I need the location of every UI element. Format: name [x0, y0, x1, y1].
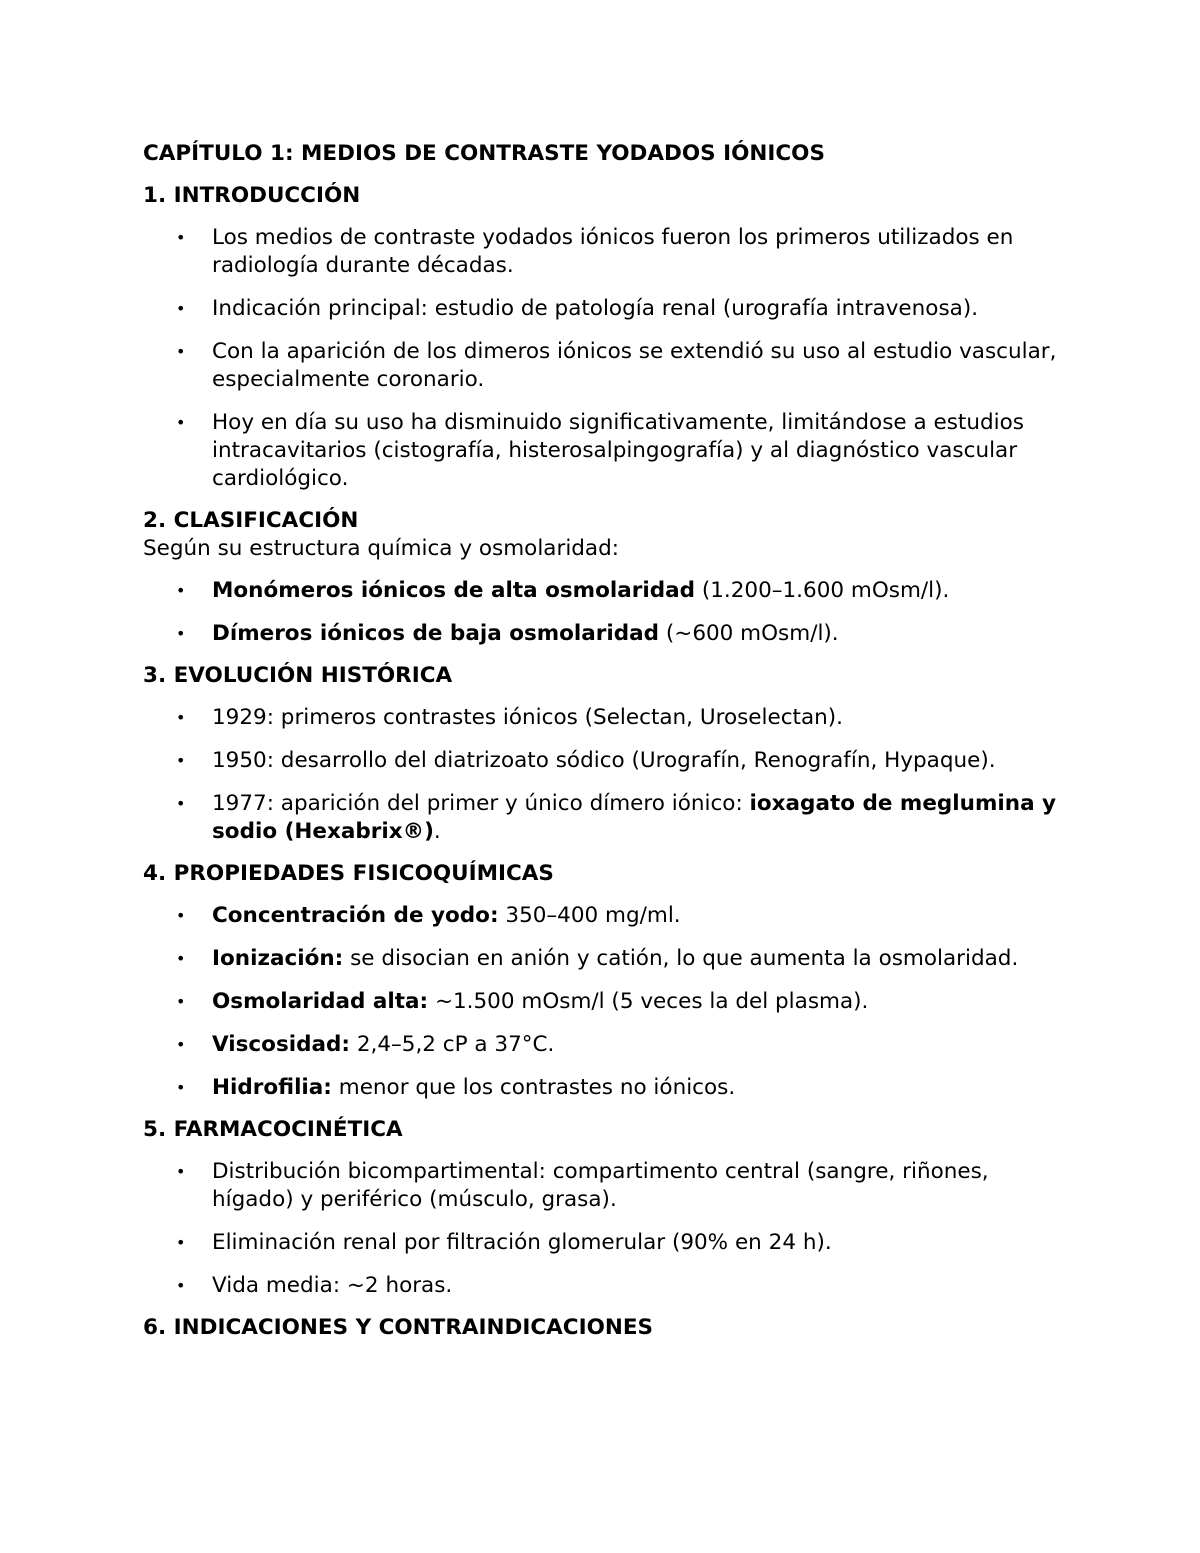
properties-list	[143, 902, 1063, 1102]
bullet-icon: •	[176, 794, 186, 813]
list-item-text: 350–400 mg/ml.	[498, 903, 681, 928]
list-item-text: Con la aparición de los dimeros iónicos se extendió su uso al estudio vascular, especialmente coronario.	[212, 339, 1057, 392]
section-title-history: 3. EVOLUCIÓN HISTÓRICA	[143, 663, 453, 688]
list-item-bold: Osmolaridad alta:	[212, 989, 429, 1014]
bullet-icon: •	[176, 992, 186, 1011]
section-title-introduction: 1. INTRODUCCIÓN	[143, 183, 361, 208]
list-item-text: 2,4–5,2 cP a 37°C.	[350, 1032, 555, 1057]
list-item-text: .	[433, 819, 441, 844]
list-item-text: Eliminación renal por filtración glomerular (90% en 24 h).	[212, 1230, 832, 1255]
document-page	[143, 140, 1063, 1342]
list-item	[143, 902, 1063, 930]
list-item-text: (1.200–1.600 mOsm/l).	[694, 578, 950, 603]
list-item-bold: Hidrofilia:	[212, 1075, 332, 1100]
list-item	[143, 747, 1063, 775]
introduction-list	[143, 224, 1063, 493]
bullet-icon: •	[176, 624, 186, 643]
list-item	[143, 1229, 1063, 1257]
list-item	[143, 224, 1063, 280]
list-item-text: 1950: desarrollo del diatrizoato sódico (Urografín, Renografín, Hypaque).	[212, 748, 996, 773]
bullet-icon: •	[176, 342, 186, 361]
list-item	[143, 790, 1063, 846]
list-item-bold: Concentración de yodo:	[212, 903, 499, 928]
bullet-icon: •	[176, 299, 186, 318]
bullet-icon: •	[176, 1233, 186, 1252]
bullet-icon: •	[176, 1162, 186, 1181]
list-item	[143, 409, 1063, 493]
bullet-icon: •	[176, 1035, 186, 1054]
list-item-bold: Viscosidad:	[212, 1032, 350, 1057]
list-item-text: 1977: aparición del primer y único dímero iónico:	[212, 791, 750, 816]
list-item-text: Distribución bicompartimental: compartimento central (sangre, riñones, hígado) y periférico (músculo, grasa).	[212, 1159, 989, 1212]
bullet-icon: •	[176, 1276, 186, 1295]
bullet-icon: •	[176, 1078, 186, 1097]
list-item-text: 1929: primeros contrastes iónicos (Selectan, Uroselectan).	[212, 705, 844, 730]
history-list	[143, 704, 1063, 846]
bullet-icon: •	[176, 906, 186, 925]
list-item	[143, 338, 1063, 394]
section-title-classification: 2. CLASIFICACIÓN	[143, 508, 359, 533]
chapter-title: CAPÍTULO 1: MEDIOS DE CONTRASTE YODADOS IÓNICOS	[143, 141, 825, 166]
list-item-bold: Dímeros iónicos de baja osmolaridad	[212, 621, 660, 646]
bullet-icon: •	[176, 751, 186, 770]
list-item	[143, 295, 1063, 323]
list-item	[143, 1074, 1063, 1102]
list-item-bold: ioxagato de meglumina y sodio (Hexabrix®)	[212, 791, 1057, 844]
list-item	[143, 1031, 1063, 1059]
list-item-text: menor que los contrastes no iónicos.	[331, 1075, 736, 1100]
list-item-text: (~600 mOsm/l).	[659, 621, 839, 646]
list-item	[143, 988, 1063, 1016]
list-item-bold: Ionización:	[212, 946, 344, 971]
list-item-text: Los medios de contraste yodados iónicos fueron los primeros utilizados en radiología durante décadas.	[212, 225, 1014, 278]
classification-intro: Según su estructura química y osmolaridad:	[143, 536, 620, 561]
section-title-pharmacokinetics: 5. FARMACOCINÉTICA	[143, 1117, 403, 1142]
bullet-icon: •	[176, 413, 186, 432]
list-item-text: se disocian en anión y catión, lo que aumenta la osmolaridad.	[343, 946, 1019, 971]
bullet-icon: •	[176, 949, 186, 968]
bullet-icon: •	[176, 228, 186, 247]
bullet-icon: •	[176, 708, 186, 727]
list-item-text: ~1.500 mOsm/l (5 veces la del plasma).	[428, 989, 869, 1014]
list-item-bold: Monómeros iónicos de alta osmolaridad	[212, 578, 695, 603]
list-item-text: Vida media: ~2 horas.	[212, 1273, 453, 1298]
section-title-properties: 4. PROPIEDADES FISICOQUÍMICAS	[143, 861, 554, 886]
classification-list	[143, 577, 1063, 648]
list-item-text: Indicación principal: estudio de patología renal (urografía intravenosa).	[212, 296, 979, 321]
list-item	[143, 945, 1063, 973]
pharmacokinetics-list	[143, 1158, 1063, 1300]
list-item	[143, 1272, 1063, 1300]
section-title-indications: 6. INDICACIONES Y CONTRAINDICACIONES	[143, 1315, 654, 1340]
bullet-icon: •	[176, 581, 186, 600]
list-item	[143, 620, 1063, 648]
list-item-text: Hoy en día su uso ha disminuido significativamente, limitándose a estudios intracavitarios (cistografía, histerosalpingografía) y al diagnóstico vascular cardiológico.	[212, 410, 1024, 491]
list-item	[143, 577, 1063, 605]
list-item	[143, 704, 1063, 732]
list-item	[143, 1158, 1063, 1214]
